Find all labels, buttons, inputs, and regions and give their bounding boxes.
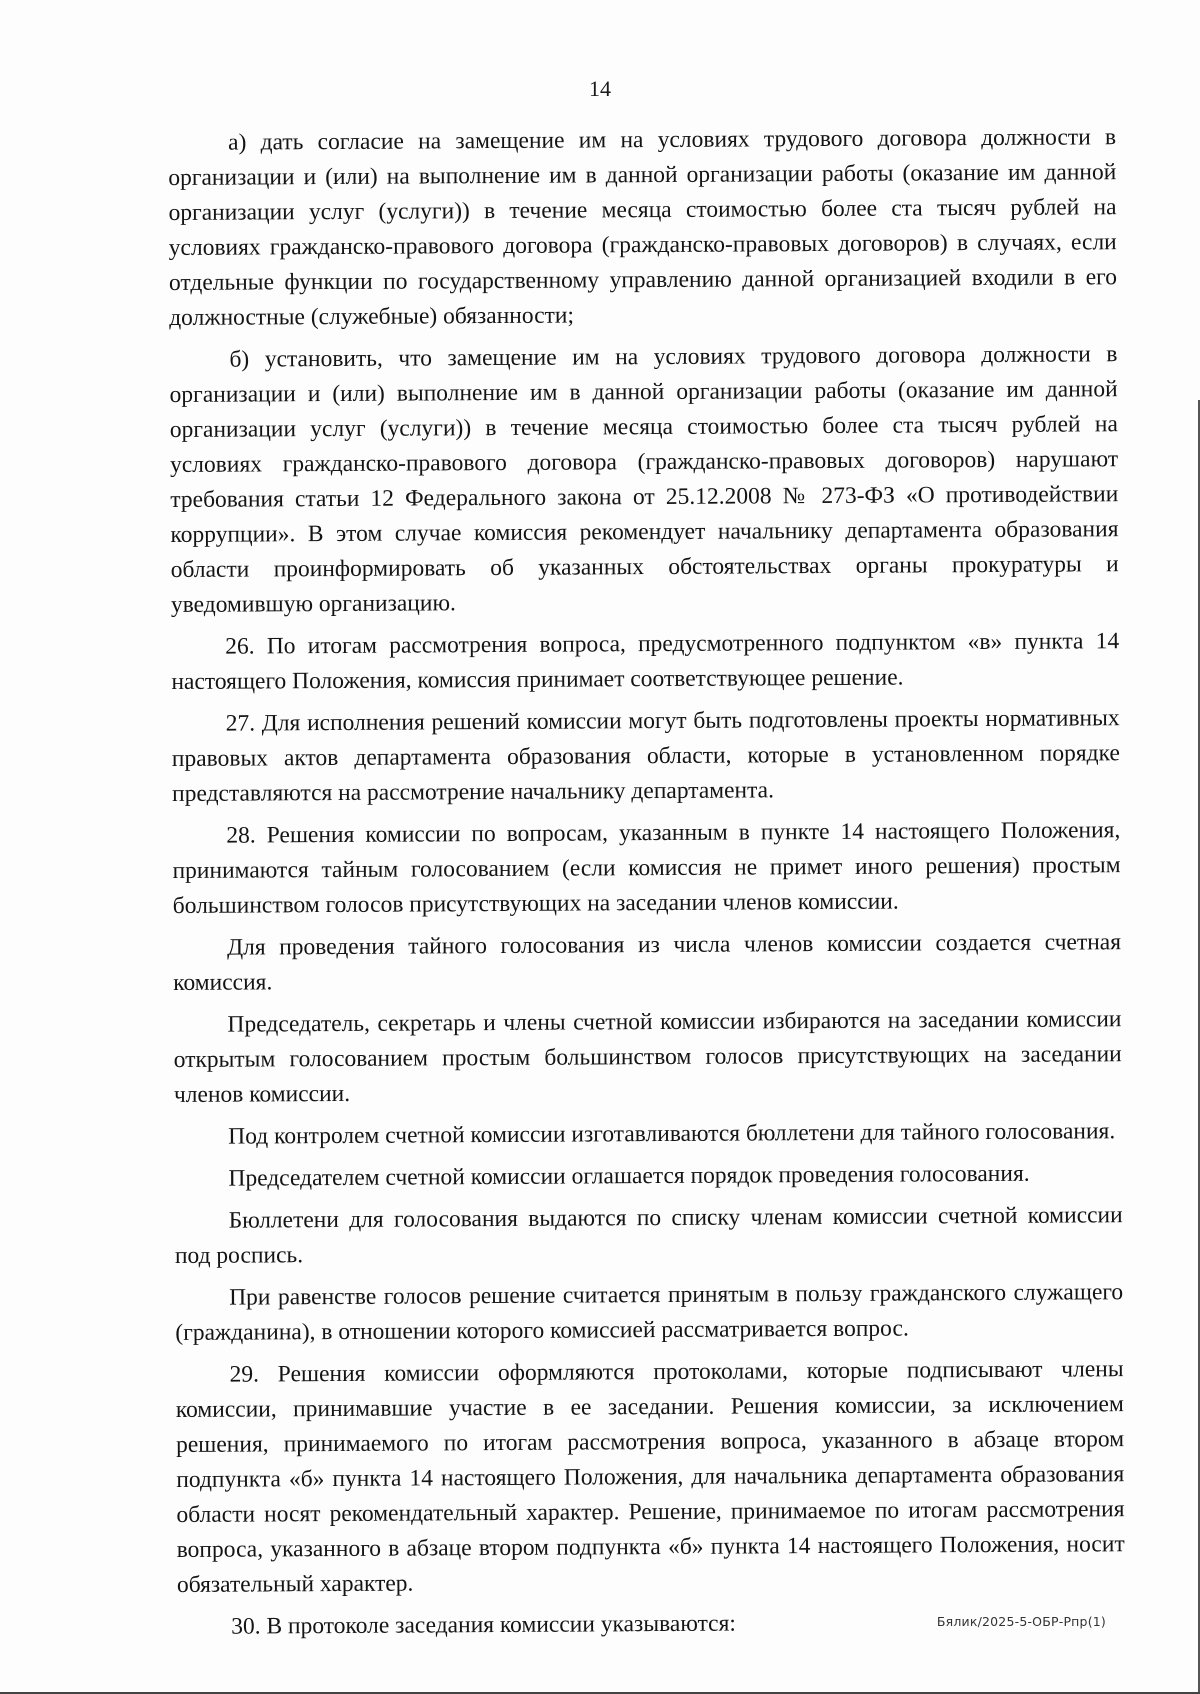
paragraph-tie-vote: При равенстве голосов решение считается принятым в пользу гражданского служащего (гражданина), в отношении которого комиссией рассматривается вопрос. [175, 1279, 1124, 1346]
paragraph-counting-commission: Для проведения тайного голосования из числа членов комиссии создается счетная комиссия. [173, 929, 1122, 996]
document-body [168, 120, 1125, 1652]
page-number: 14 [589, 76, 611, 101]
paragraph-item-26: 26. По итогам рассмотрения вопроса, предусмотренного подпунктом «в» пункта 14 настоящего Положения, комиссия принимает соответствующее решение. [171, 628, 1120, 695]
paragraph-ballots-control: Под контролем счетной комиссии изготавливаются бюллетени для тайного голосования. [228, 1118, 1116, 1150]
document-code: Бялик/2025-5-ОБР-Рпр(1) [936, 1614, 1106, 1629]
paragraph-item-29: 29. Решения комиссии оформляются протоколами, которые подписывают члены комиссии, принимавшие участие в ее заседании. Решения комиссии, за исключением решения, принимаемого по итогам рассмотрения вопроса, указанного в абзаце втором подпункта «б» пункта 14 настоящего Положения, для начальника департамента образования области носят рекомендательный характер. Решение, принимаемое по итогам рассмотрения вопроса, указанного в абзаце втором подпункта «б» пункта 14 настоящего Положения, носит обязательный характер. [175, 1356, 1125, 1598]
paragraph-item-30: 30. В протоколе заседания комиссии указываются: [231, 1610, 736, 1640]
paragraph-subitem-a: а) дать согласие на замещение им на условиях трудового договора должности в организации и (или) на выполнение им в данной организации работы (оказание им данной организации услуг (услуги)) в течение месяца стоимостью более ста тысяч рублей на условиях гражданско-правового договора (гражданско-правовых договоров) в случаях, если отдельные функции по государственному управлению данной организацией входили в его должностные (служебные) обязанности; [168, 124, 1118, 331]
paragraph-ballots-issue: Бюллетени для голосования выдаются по списку членам комиссии счетной комиссии под роспись. [174, 1202, 1123, 1269]
paragraph-subitem-b: б) установить, что замещение им на условиях трудового договора должности в организации и (или) выполнение им в данной организации работы (оказание им данной организации услуг (услуги)) в течение месяца стоимостью более ста тысяч рублей на условиях гражданско-правового договора (гражданско-правовых договоров) нарушают требования статьи 12 Федерального закона от 25.12.2008 № 273-ФЗ «О противодействии коррупции». В этом случае комиссия рекомендует начальнику департамента образования области проинформировать об указанных обстоятельствах органы прокуратуры и уведомившую организацию. [169, 341, 1119, 618]
paragraph-commission-election: Председатель, секретарь и члены счетной комиссии избираются на заседании комиссии открытым голосованием простым большинством голосов присутствующих на заседании членов комиссии. [173, 1006, 1122, 1108]
paragraph-voting-procedure: Председателем счетной комиссии оглашается порядок проведения голосования. [228, 1160, 1030, 1192]
paragraph-item-28: 28. Решения комиссии по вопросам, указанным в пункте 14 настоящего Положения, принимаются тайным голосованием (если комиссия не примет иного решения) простым большинством голосов присутствующих на заседании членов комиссии. [172, 817, 1121, 919]
paragraph-item-27: 27. Для исполнения решений комиссии могут быть подготовлены проекты нормативных правовых актов департамента образования области, которые в установленном порядке представляются на рассмотрение начальнику департамента. [171, 705, 1120, 807]
